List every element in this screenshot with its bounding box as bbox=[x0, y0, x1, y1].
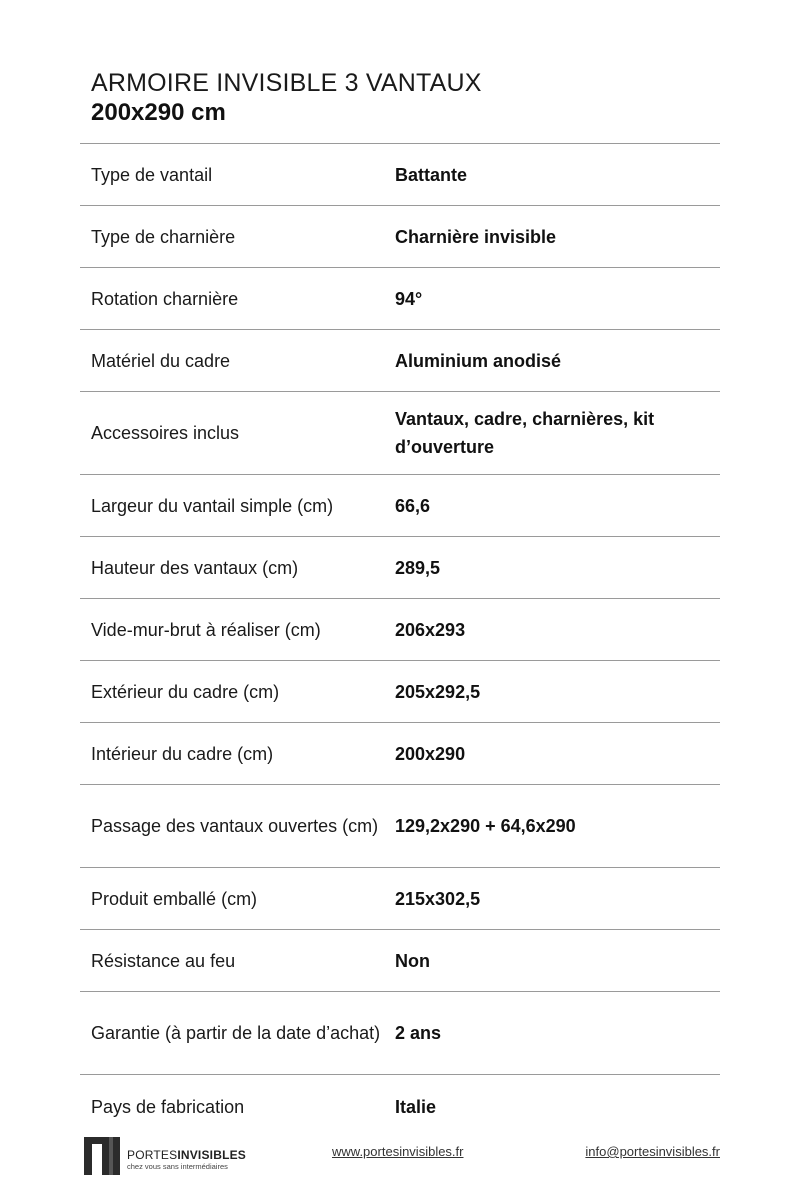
spec-value: Aluminium anodisé bbox=[395, 350, 562, 371]
spec-label: Largeur du vantail simple (cm) bbox=[91, 495, 334, 516]
logo-name-part1: PORTES bbox=[127, 1148, 178, 1162]
spec-row bbox=[80, 599, 720, 661]
logo-tagline: chez vous sans intermédiaires bbox=[127, 1162, 228, 1171]
spec-row bbox=[80, 475, 720, 537]
spec-value: 2 ans bbox=[395, 1023, 442, 1043]
spec-row bbox=[80, 206, 720, 268]
spec-label: Passage des vantaux ouvertes (cm) bbox=[91, 816, 379, 836]
spec-label: Rotation charnière bbox=[91, 288, 239, 309]
spec-value: 200x290 bbox=[395, 743, 466, 764]
spec-table bbox=[80, 143, 720, 1139]
spec-label: Type de charnière bbox=[91, 226, 236, 247]
spec-label: Pays de fabrication bbox=[91, 1097, 245, 1117]
spec-row bbox=[80, 392, 720, 475]
logo-name-part2: INVISIBLES bbox=[177, 1148, 247, 1162]
door-logo-icon bbox=[83, 1136, 123, 1176]
spec-value: 205x292,5 bbox=[395, 681, 481, 702]
title-block bbox=[91, 68, 482, 128]
spec-row bbox=[80, 268, 720, 330]
spec-row bbox=[80, 868, 720, 930]
email-link[interactable]: info@portesinvisibles.fr bbox=[585, 1144, 720, 1159]
spec-label: Résistance au feu bbox=[91, 950, 236, 971]
logo-text bbox=[127, 1148, 246, 1172]
spec-label: Type de vantail bbox=[91, 164, 213, 185]
spec-value: 289,5 bbox=[395, 557, 441, 578]
spec-label: Hauteur des vantaux (cm) bbox=[91, 557, 299, 578]
brand-logo bbox=[83, 1136, 246, 1176]
spec-value: 215x302,5 bbox=[395, 888, 481, 909]
product-dimensions: 200x290 cm bbox=[91, 99, 226, 126]
spec-value: Vantaux, cadre, charnières, kit d’ouverture bbox=[395, 409, 655, 457]
spec-value: Non bbox=[395, 950, 430, 971]
spec-row bbox=[80, 661, 720, 723]
spec-label: Intérieur du cadre (cm) bbox=[91, 743, 274, 764]
spec-value: Italie bbox=[395, 1097, 437, 1117]
spec-row bbox=[80, 144, 720, 206]
spec-value: 129,2x290 + 64,6x290 bbox=[395, 816, 576, 836]
logo-name bbox=[127, 1148, 246, 1162]
spec-label: Vide-mur-brut à réaliser (cm) bbox=[91, 619, 321, 640]
spec-row bbox=[80, 785, 720, 868]
product-title: ARMOIRE INVISIBLE 3 VANTAUX bbox=[91, 69, 482, 97]
spec-label: Matériel du cadre bbox=[91, 350, 231, 371]
spec-value: 206x293 bbox=[395, 619, 466, 640]
footer bbox=[0, 1130, 800, 1190]
spec-value: 94° bbox=[395, 288, 423, 309]
spec-row bbox=[80, 537, 720, 599]
spec-label: Accessoires inclus bbox=[91, 423, 240, 443]
spec-label: Produit emballé (cm) bbox=[91, 888, 258, 909]
spec-row bbox=[80, 723, 720, 785]
website-link[interactable]: www.portesinvisibles.fr bbox=[332, 1144, 464, 1159]
spec-label: Extérieur du cadre (cm) bbox=[91, 681, 280, 702]
spec-value: Battante bbox=[395, 164, 468, 185]
spec-value: Charnière invisible bbox=[395, 226, 557, 247]
spec-row bbox=[80, 992, 720, 1075]
spec-row bbox=[80, 930, 720, 992]
spec-value: 66,6 bbox=[395, 495, 431, 516]
spec-row bbox=[80, 330, 720, 392]
spec-label: Garantie (à partir de la date d’achat) bbox=[91, 1023, 381, 1043]
